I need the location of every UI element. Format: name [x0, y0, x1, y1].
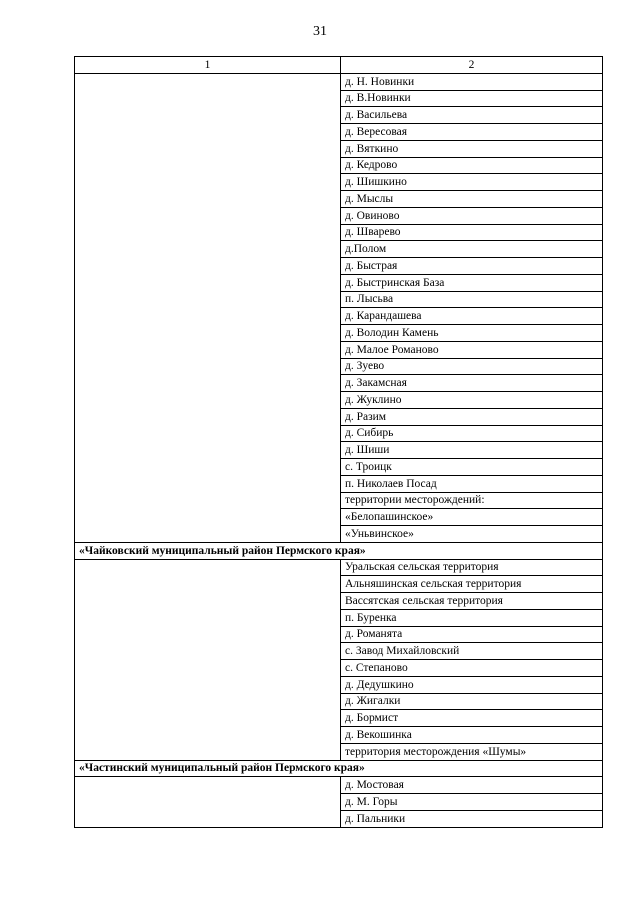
- column-1-cell: [75, 559, 341, 760]
- settlement-name: д. Романята: [341, 626, 603, 643]
- settlement-name: д. Карандашева: [341, 308, 603, 325]
- settlement-name: д. Кедрово: [341, 157, 603, 174]
- settlement-name: д. Овиново: [341, 207, 603, 224]
- settlement-name: «Белопашинское»: [341, 509, 603, 526]
- district-row: [75, 542, 603, 559]
- settlement-name: территории месторождений:: [341, 492, 603, 509]
- settlement-name: д.Полом: [341, 241, 603, 258]
- settlement-name: д. Васильева: [341, 107, 603, 124]
- settlement-name: с. Завод Михайловский: [341, 643, 603, 660]
- settlement-name: п. Николаев Посад: [341, 475, 603, 492]
- table-header-row: [75, 57, 603, 74]
- column-1-cell: [75, 73, 341, 542]
- settlement-row: [75, 777, 603, 794]
- settlement-name: д. Н. Новинки: [341, 73, 603, 90]
- settlement-row: [75, 559, 603, 576]
- settlement-name: д. Мостовая: [341, 777, 603, 794]
- settlement-name: Вассятская сельская территория: [341, 593, 603, 610]
- page-number: 31: [313, 24, 327, 39]
- settlement-name: п. Лысьва: [341, 291, 603, 308]
- settlement-name: д. Шварево: [341, 224, 603, 241]
- settlement-row: [75, 73, 603, 90]
- settlement-name: д. Быстринская База: [341, 274, 603, 291]
- settlement-name: д. Малое Романово: [341, 341, 603, 358]
- settlement-name: д. Дедушкино: [341, 676, 603, 693]
- district-name: «Частинский муниципальный район Пермского края»: [75, 760, 603, 777]
- settlement-name: с. Степаново: [341, 660, 603, 677]
- settlement-name: п. Буренка: [341, 609, 603, 626]
- settlement-name: Альняшинская сельская территория: [341, 576, 603, 593]
- settlement-name: д. Быстрая: [341, 258, 603, 275]
- column-header-2: 2: [341, 57, 603, 74]
- settlement-name: д. Зуево: [341, 358, 603, 375]
- settlement-name: д. Разим: [341, 408, 603, 425]
- settlement-name: д. Мыслы: [341, 191, 603, 208]
- settlement-name: д. Шиши: [341, 442, 603, 459]
- settlement-name: д. Жигалки: [341, 693, 603, 710]
- settlement-name: д. Вересовая: [341, 124, 603, 141]
- settlement-name: д. М. Горы: [341, 794, 603, 811]
- settlement-name: д. Бормист: [341, 710, 603, 727]
- district-name: «Чайковский муниципальный район Пермского края»: [75, 542, 603, 559]
- settlement-name: д. Шишкино: [341, 174, 603, 191]
- settlement-name: д. Жуклино: [341, 392, 603, 409]
- settlement-name: «Уньвинское»: [341, 526, 603, 543]
- settlement-name: с. Троицк: [341, 459, 603, 476]
- settlement-name: д. Сибирь: [341, 425, 603, 442]
- settlement-name: д. Закамсная: [341, 375, 603, 392]
- column-header-1: 1: [75, 57, 341, 74]
- settlement-name: территория месторождения «Шумы»: [341, 743, 603, 760]
- settlement-name: Уральская сельская территория: [341, 559, 603, 576]
- district-row: [75, 760, 603, 777]
- settlement-name: д. Пальники: [341, 810, 603, 827]
- settlement-name: д. В.Новинки: [341, 90, 603, 107]
- settlement-name: д. Вяткино: [341, 140, 603, 157]
- settlement-name: д. Володин Камень: [341, 325, 603, 342]
- settlement-name: д. Векошинка: [341, 727, 603, 744]
- table-body: [75, 57, 603, 828]
- settlements-table: [74, 56, 603, 828]
- column-1-cell: [75, 777, 341, 827]
